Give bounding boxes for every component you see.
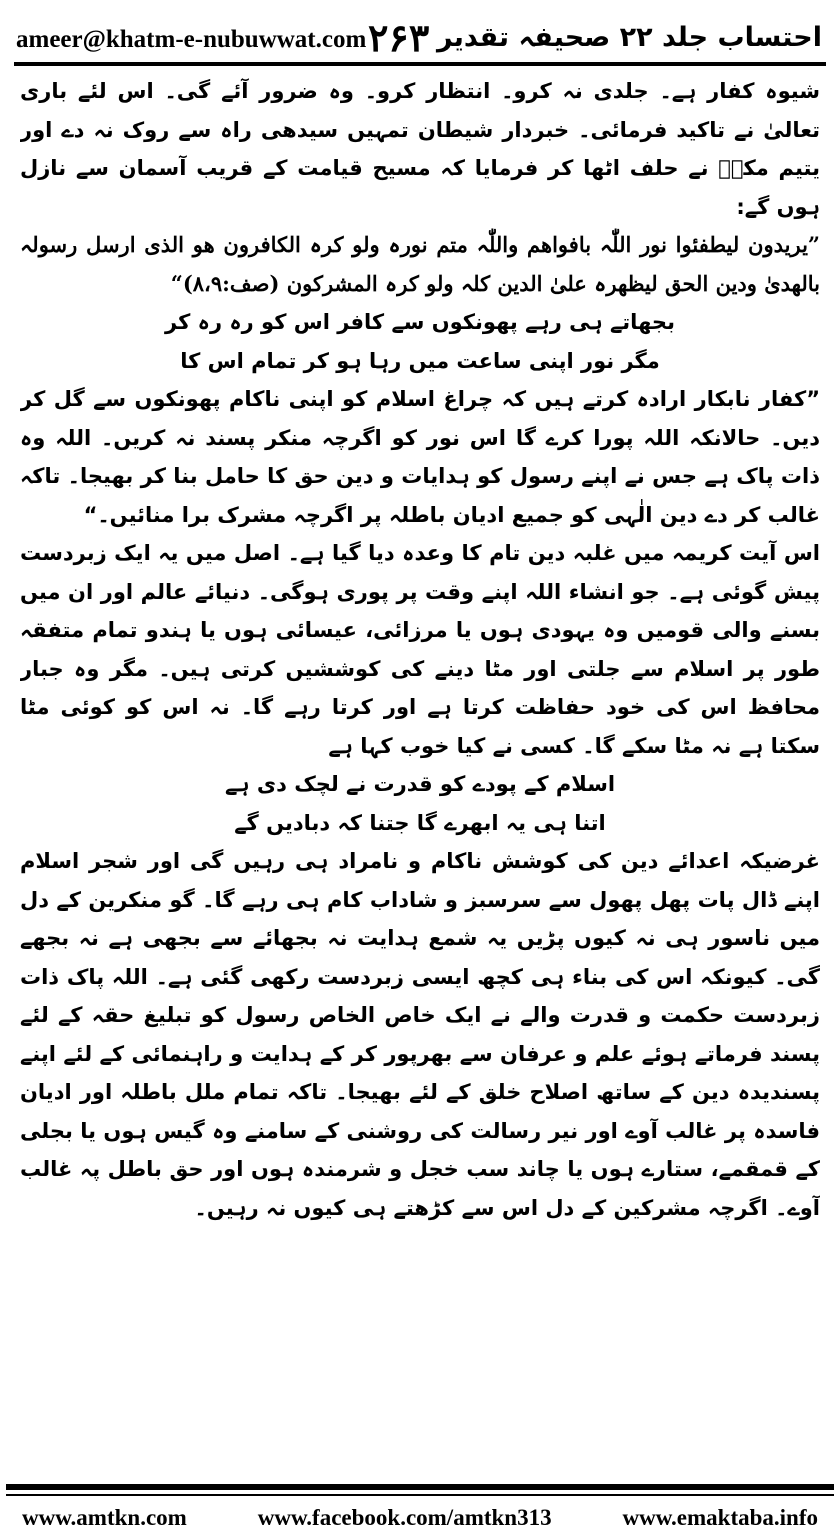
book-title: احتساب جلد ۲۲ صحیفہ تقدیر bbox=[436, 22, 822, 53]
poem-line: اتنا ہی یہ ابھرے گا جتنا کہ دبادیں گے bbox=[234, 810, 606, 835]
paragraph-intro: شیوہ کفار ہے۔ جلدی نہ کرو۔ انتظار کرو۔ وہ ضرور آئے گی۔ اس لئے باری تعالیٰ نے تاکید فرمائی۔ خبردار شیطان تمہیں سیدھی راہ سے روک نہ دے اور یتیم مکہؐ نے حلف اٹھا کر فرمایا کہ مسیح قیامت کے قریب آسمان سے نازل ہوں گے: bbox=[20, 79, 820, 219]
poem-line: مگر نور اپنی ساعت میں رہا ہو کر تمام اس کا bbox=[180, 348, 660, 373]
paragraph-translation: ”کفار نابکار ارادہ کرتے ہیں کہ چراغ اسلام کو اپنی ناکام پھونکوں سے گل کر دیں۔ حالانکہ اللہ پورا کرے گا اس نور کو اگرچہ منکر پسند نہ کریں۔ اللہ وہ ذات پاک ہے جس نے اپنے رسول کو ہدایات و دین حق کا حامل بنا کر بھیجا۔ تاکہ غالب کر دے دین الٰہی کو جمیع ادیان باطلہ پر اگرچہ مشرک برا منائیں۔“ bbox=[20, 387, 820, 527]
paragraph-conclusion: غرضیکہ اعدائے دین کی کوشش ناکام و نامراد ہی رہیں گی اور شجر اسلام اپنے ڈال پات پھل پھول سے سرسبز و شاداب کام ہی رہے گا۔ گو منکرین کے دل میں ناسور ہی نہ کیوں پڑیں یہ شمع ہدایت نہ بجھائے سے بجھی ہے نہ بجھے گی۔ کیونکہ اس کی بناء ہی کچھ ایسی زبردست رکھی گئی ہے۔ اللہ پاک ذات زبردست حکمت و قدرت والے نے ایک خاص الخاص رسول کو تبلیغ حقہ کے لئے پسند فرماتے ہوئے علم و عرفان سے بھرپور کر کے ہدایت و راہنمائی کے لئے اپنے پسندیدہ دین کے ساتھ اصلاح خلق کے لئے بھیجا۔ تاکہ تمام ملل باطلہ اور ادیان فاسدہ پر غالب آوے اور نیر رسالت کی روشنی کے سامنے وہ گیس ہوں یا بجلی کے قمقمے، ستارے ہوں یا چاند سب خجل و شرمندہ ہوں اور حق باطل پہ غالب آوے۔ اگرچہ مشرکین کے دل اس سے کڑھتے ہی کیوں نہ رہیں۔ bbox=[20, 849, 820, 1220]
page-body bbox=[20, 72, 820, 1472]
footer-link-emaktaba[interactable]: www.emaktaba.info bbox=[622, 1505, 818, 1530]
poem-line: بجھاتے ہی رہے پھونکوں سے کافر اس کو رہ رہ کر bbox=[165, 310, 675, 334]
page-number: ۲۶۳ bbox=[368, 18, 430, 60]
page-footer bbox=[0, 1498, 840, 1538]
quran-verse: ”یریدون لیطفئوا نور اللّٰہ بافواھم واللّٰہ متم نورہ ولو کرہ الکافرون ھو الذی ارسل رسولہ بالھدیٰ ودین الحق لیظھرہ علیٰ الدین کلہ ولو کرہ المشرکون (صف:۸،۹)“ bbox=[20, 232, 820, 296]
poem-line: اسلام کے پودے کو قدرت نے لچک دی ہے bbox=[224, 772, 616, 796]
header-email: ameer@khatm-e-nubuwwat.com bbox=[16, 26, 367, 53]
footer-link-amtkn[interactable]: www.amtkn.com bbox=[22, 1505, 187, 1530]
footer-rule-thick bbox=[6, 1484, 834, 1490]
header-rule bbox=[14, 62, 826, 66]
page-header bbox=[10, 10, 830, 60]
footer-link-facebook[interactable]: www.facebook.com/amtkn313 bbox=[257, 1505, 552, 1530]
paragraph-commentary: اس آیت کریمہ میں غلبہ دین تام کا وعدہ دیا گیا ہے۔ اصل میں یہ ایک زبردست پیش گوئی ہے۔ جو انشاء اللہ اپنے وقت پر پوری ہوگی۔ دنیائے عالم اور ان میں بسنے والی قومیں وہ یہودی ہوں یا مرزائی، عیسائی ہوں یا ہندو تمام متفقہ طور پر اسلام سے جلتی اور مٹا دینے کی کوششیں کرتی ہیں۔ مگر وہ جبار محافظ اس کی خود حفاظت کرتا ہے اور کرتا رہے گا۔ نہ اس کو کوئی مٹا سکتا ہے نہ مٹا سکے گا۔ کسی نے کیا خوب کہا ہے bbox=[20, 541, 820, 758]
footer-rule-thin bbox=[6, 1494, 834, 1496]
